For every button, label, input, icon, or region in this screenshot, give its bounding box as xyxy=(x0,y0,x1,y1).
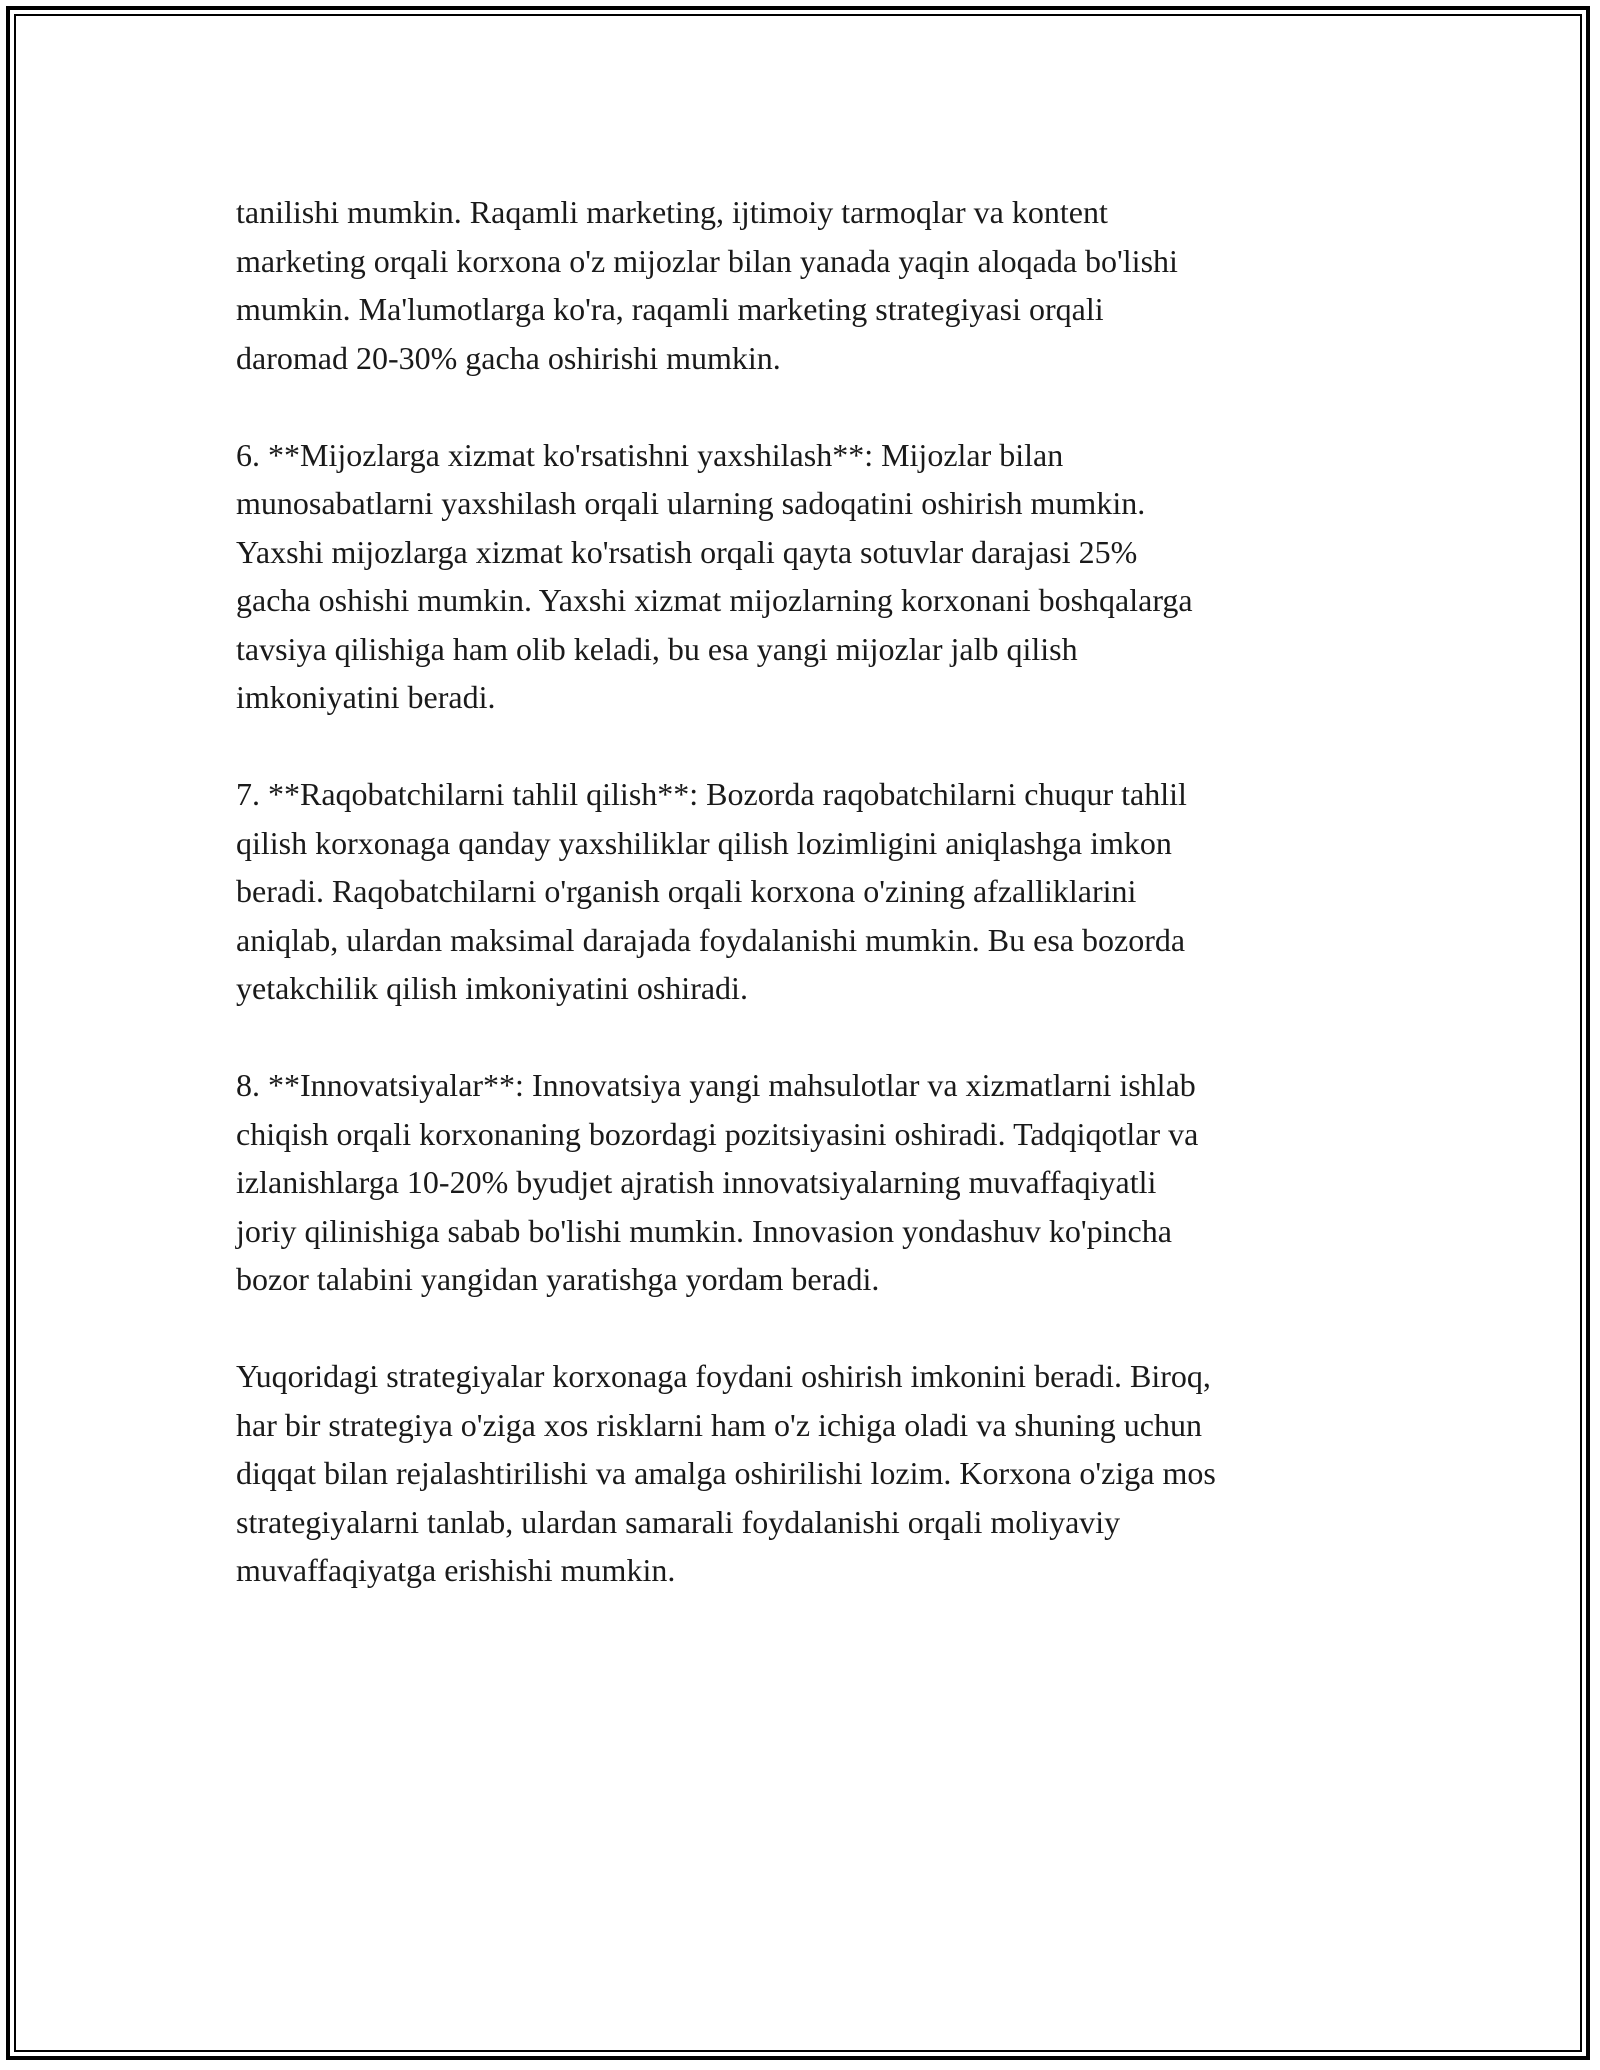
paragraph-digital-marketing: tanilishi mumkin. Raqamli marketing, ijtimoiy tarmoqlar va kontent marketing orqali korxona o'z mijozlar bilan yanada yaqin aloqada bo'lishi mumkin. Ma'lumotlarga ko'ra, raqamli marketing strategiyasi orqali daromad 20-30% gacha oshirishi mumkin. xyxy=(236,194,1178,376)
paragraph-conclusion: Yuqoridagi strategiyalar korxonaga foydani oshirish imkonini beradi. Biroq, har bir strategiya o'ziga xos risklarni ham o'z ichiga oladi va shuning uchun diqqat bilan rejalashtirilishi va amalga oshirilishi lozim. Korxona o'ziga mos strategiyalarni tanlab, ulardan samarali foydalanishi orqali moliyaviy muvaffaqiyatga erishishi mumkin. xyxy=(236,1358,1216,1588)
document-body xyxy=(236,188,1376,1643)
paragraph-competitor-analysis: 7. **Raqobatchilarni tahlil qilish**: Bozorda raqobatchilarni chuqur tahlil qilish korxonaga qanday yaxshiliklar qilish lozimligini aniqlashga imkon beradi. Raqobatchilarni o'rganish orqali korxona o'zining afzalliklarini aniqlab, ulardan maksimal darajada foydalanishi mumkin. Bu esa bozorda yetakchilik qilish imkoniyatini oshiradi. xyxy=(236,776,1187,1006)
paragraph-customer-service: 6. **Mijozlarga xizmat ko'rsatishni yaxshilash**: Mijozlar bilan munosabatlarni yaxshilash orqali ularning sadoqatini oshirish mumkin. Yaxshi mijozlarga xizmat ko'rsatish orqali qayta sotuvlar darajasi 25% gacha oshishi mumkin. Yaxshi xizmat mijozlarning korxonani boshqalarga tavsiya qilishiga ham olib keladi, bu esa yangi mijozlar jalb qilish imkoniyatini beradi. xyxy=(236,436,1193,715)
paragraph-innovations: 8. **Innovatsiyalar**: Innovatsiya yangi mahsulotlar va xizmatlarni ishlab chiqish orqali korxonaning bozordagi pozitsiyasini oshiradi. Tadqiqotlar va izlanishlarga 10-20% byudjet ajratish innovatsiyalarning muvaffaqiyatli joriy qilinishiga sabab bo'lishi mumkin. Innovasion yondashuv ko'pincha bozor talabini yangidan yaratishga yordam beradi. xyxy=(236,1067,1199,1297)
